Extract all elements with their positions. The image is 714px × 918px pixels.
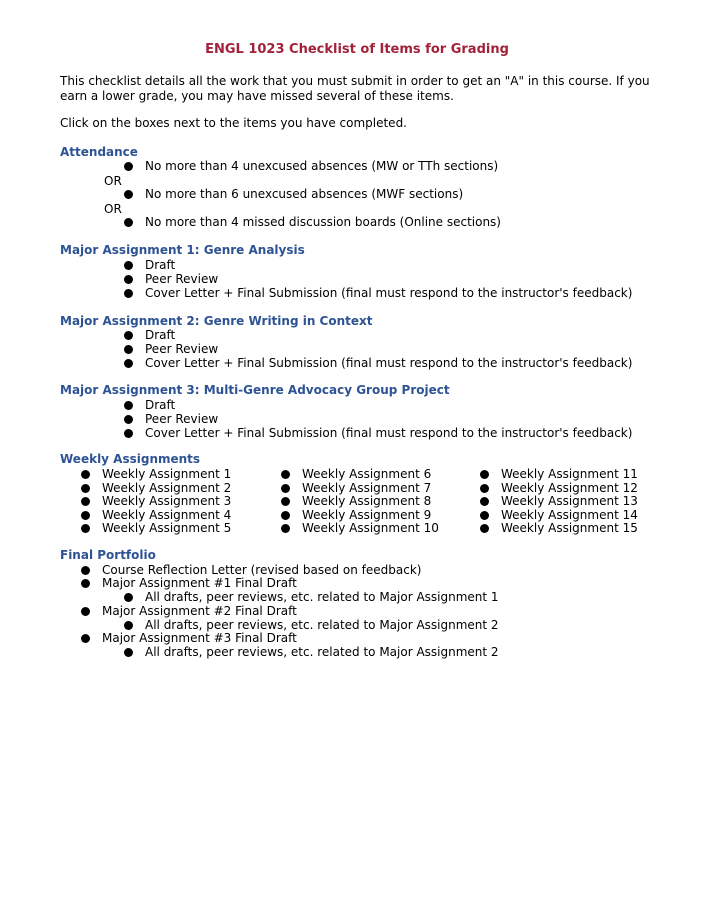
checkbox-bullet[interactable]: [81, 566, 90, 575]
item-label: Weekly Assignment 14: [501, 508, 638, 522]
item-label: Weekly Assignment 1: [102, 467, 232, 481]
item-label: Major Assignment #1 Final Draft: [102, 576, 297, 590]
ma1-draft-item[interactable]: [124, 258, 175, 272]
checkbox-bullet[interactable]: [124, 289, 133, 298]
item-label: No more than 4 unexcused absences (MW or TTh sections): [145, 159, 499, 173]
portfolio-ma1-item[interactable]: [81, 576, 297, 590]
checkbox-bullet[interactable]: [480, 524, 489, 533]
item-label: Major Assignment #3 Final Draft: [102, 631, 297, 645]
item-label: Cover Letter + Final Submission (final must respond to the instructor's feedback): [145, 356, 633, 370]
checkbox-bullet[interactable]: [281, 511, 290, 520]
portfolio-ma1-sub-item[interactable]: [124, 590, 499, 604]
ma2-peer-review-item[interactable]: [124, 342, 218, 356]
checkbox-bullet[interactable]: [480, 497, 489, 506]
portfolio-reflection-item[interactable]: [81, 563, 421, 577]
weekly-item[interactable]: [281, 494, 431, 508]
item-label: Peer Review: [145, 342, 219, 356]
weekly-item[interactable]: [281, 508, 431, 522]
checkbox-bullet[interactable]: [124, 648, 133, 657]
checkbox-bullet[interactable]: [124, 331, 133, 340]
checkbox-bullet[interactable]: [281, 484, 290, 493]
weekly-item[interactable]: [281, 481, 431, 495]
checkbox-bullet[interactable]: [124, 359, 133, 368]
portfolio-ma2-item[interactable]: [81, 604, 297, 618]
checkbox-bullet[interactable]: [81, 511, 90, 520]
item-label: Weekly Assignment 4: [102, 508, 232, 522]
attendance-heading: Attendance: [60, 145, 138, 159]
attendance-item-online[interactable]: [124, 215, 501, 229]
checkbox-bullet[interactable]: [281, 497, 290, 506]
item-label: Draft: [145, 258, 176, 272]
weekly-item[interactable]: [81, 494, 231, 508]
checkbox-bullet[interactable]: [124, 190, 133, 199]
item-label: Cover Letter + Final Submission (final must respond to the instructor's feedback): [145, 286, 633, 300]
checkbox-bullet[interactable]: [81, 524, 90, 533]
ma2-heading: Major Assignment 2: Genre Writing in Context: [60, 314, 373, 328]
ma1-heading: Major Assignment 1: Genre Analysis: [60, 243, 305, 257]
weekly-item[interactable]: [81, 481, 231, 495]
item-label: All drafts, peer reviews, etc. related to Major Assignment 2: [145, 645, 499, 659]
checkbox-bullet[interactable]: [124, 593, 133, 602]
portfolio-heading: Final Portfolio: [60, 548, 156, 562]
item-label: Weekly Assignment 15: [501, 521, 638, 535]
weekly-item[interactable]: [81, 508, 231, 522]
item-label: Cover Letter + Final Submission (final must respond to the instructor's feedback): [145, 426, 633, 440]
or-label: OR: [104, 174, 122, 188]
item-label: Draft: [145, 398, 176, 412]
checkbox-bullet[interactable]: [281, 470, 290, 479]
item-label: Weekly Assignment 12: [501, 481, 638, 495]
ma2-final-item[interactable]: [124, 356, 632, 370]
ma3-heading: Major Assignment 3: Multi-Genre Advocacy Group Project: [60, 383, 450, 397]
attendance-item-mw-tth[interactable]: [124, 159, 498, 173]
ma3-peer-review-item[interactable]: [124, 412, 218, 426]
checkbox-bullet[interactable]: [281, 524, 290, 533]
checkbox-bullet[interactable]: [124, 621, 133, 630]
portfolio-ma2-sub-item[interactable]: [124, 618, 499, 632]
weekly-item[interactable]: [480, 508, 638, 522]
item-label: Weekly Assignment 5: [102, 521, 232, 535]
portfolio-ma3-sub-item[interactable]: [124, 645, 499, 659]
checkbox-bullet[interactable]: [124, 162, 133, 171]
weekly-item[interactable]: [81, 521, 231, 535]
weekly-item[interactable]: [480, 467, 638, 481]
weekly-item[interactable]: [81, 467, 231, 481]
item-label: Weekly Assignment 13: [501, 494, 638, 508]
checkbox-bullet[interactable]: [81, 607, 90, 616]
checkbox-bullet[interactable]: [124, 275, 133, 284]
item-label: Weekly Assignment 10: [302, 521, 439, 535]
checkbox-bullet[interactable]: [81, 497, 90, 506]
checkbox-bullet[interactable]: [124, 415, 133, 424]
checkbox-bullet[interactable]: [124, 345, 133, 354]
item-label: Weekly Assignment 7: [302, 481, 432, 495]
item-label: Weekly Assignment 8: [302, 494, 432, 508]
item-label: Weekly Assignment 9: [302, 508, 432, 522]
checkbox-bullet[interactable]: [124, 261, 133, 270]
checkbox-bullet[interactable]: [124, 429, 133, 438]
checkbox-bullet[interactable]: [480, 470, 489, 479]
ma3-final-item[interactable]: [124, 426, 632, 440]
item-label: Weekly Assignment 2: [102, 481, 232, 495]
item-label: Weekly Assignment 3: [102, 494, 232, 508]
intro-paragraph: This checklist details all the work that you must submit in order to get an "A" in this course. If you earn a lower grade, you may have missed several of these items.: [60, 74, 650, 103]
checkbox-bullet[interactable]: [124, 401, 133, 410]
item-label: Draft: [145, 328, 176, 342]
item-label: Course Reflection Letter (revised based on feedback): [102, 563, 422, 577]
weekly-item[interactable]: [281, 521, 439, 535]
attendance-item-mwf[interactable]: [124, 187, 463, 201]
weekly-item[interactable]: [281, 467, 431, 481]
ma3-draft-item[interactable]: [124, 398, 175, 412]
checkbox-bullet[interactable]: [480, 511, 489, 520]
click-instructions: Click on the boxes next to the items you have completed.: [60, 116, 407, 130]
weekly-item[interactable]: [480, 521, 638, 535]
portfolio-ma3-item[interactable]: [81, 631, 297, 645]
ma1-peer-review-item[interactable]: [124, 272, 218, 286]
checkbox-bullet[interactable]: [81, 579, 90, 588]
checkbox-bullet[interactable]: [124, 218, 133, 227]
item-label: All drafts, peer reviews, etc. related to Major Assignment 1: [145, 590, 499, 604]
item-label: No more than 4 missed discussion boards (Online sections): [145, 215, 501, 229]
checkbox-bullet[interactable]: [81, 484, 90, 493]
item-label: Peer Review: [145, 412, 219, 426]
item-label: Peer Review: [145, 272, 219, 286]
ma1-final-item[interactable]: [124, 286, 632, 300]
or-label: OR: [104, 202, 122, 216]
item-label: Major Assignment #2 Final Draft: [102, 604, 297, 618]
item-label: No more than 6 unexcused absences (MWF sections): [145, 187, 464, 201]
item-label: Weekly Assignment 11: [501, 467, 638, 481]
checkbox-bullet[interactable]: [81, 470, 90, 479]
weekly-item[interactable]: [480, 481, 638, 495]
weekly-heading: Weekly Assignments: [60, 452, 201, 466]
item-label: Weekly Assignment 6: [302, 467, 432, 481]
weekly-item[interactable]: [480, 494, 638, 508]
checkbox-bullet[interactable]: [480, 484, 489, 493]
ma2-draft-item[interactable]: [124, 328, 175, 342]
item-label: All drafts, peer reviews, etc. related to Major Assignment 2: [145, 618, 499, 632]
checkbox-bullet[interactable]: [81, 634, 90, 643]
page-title: ENGL 1023 Checklist of Items for Grading: [205, 42, 509, 57]
